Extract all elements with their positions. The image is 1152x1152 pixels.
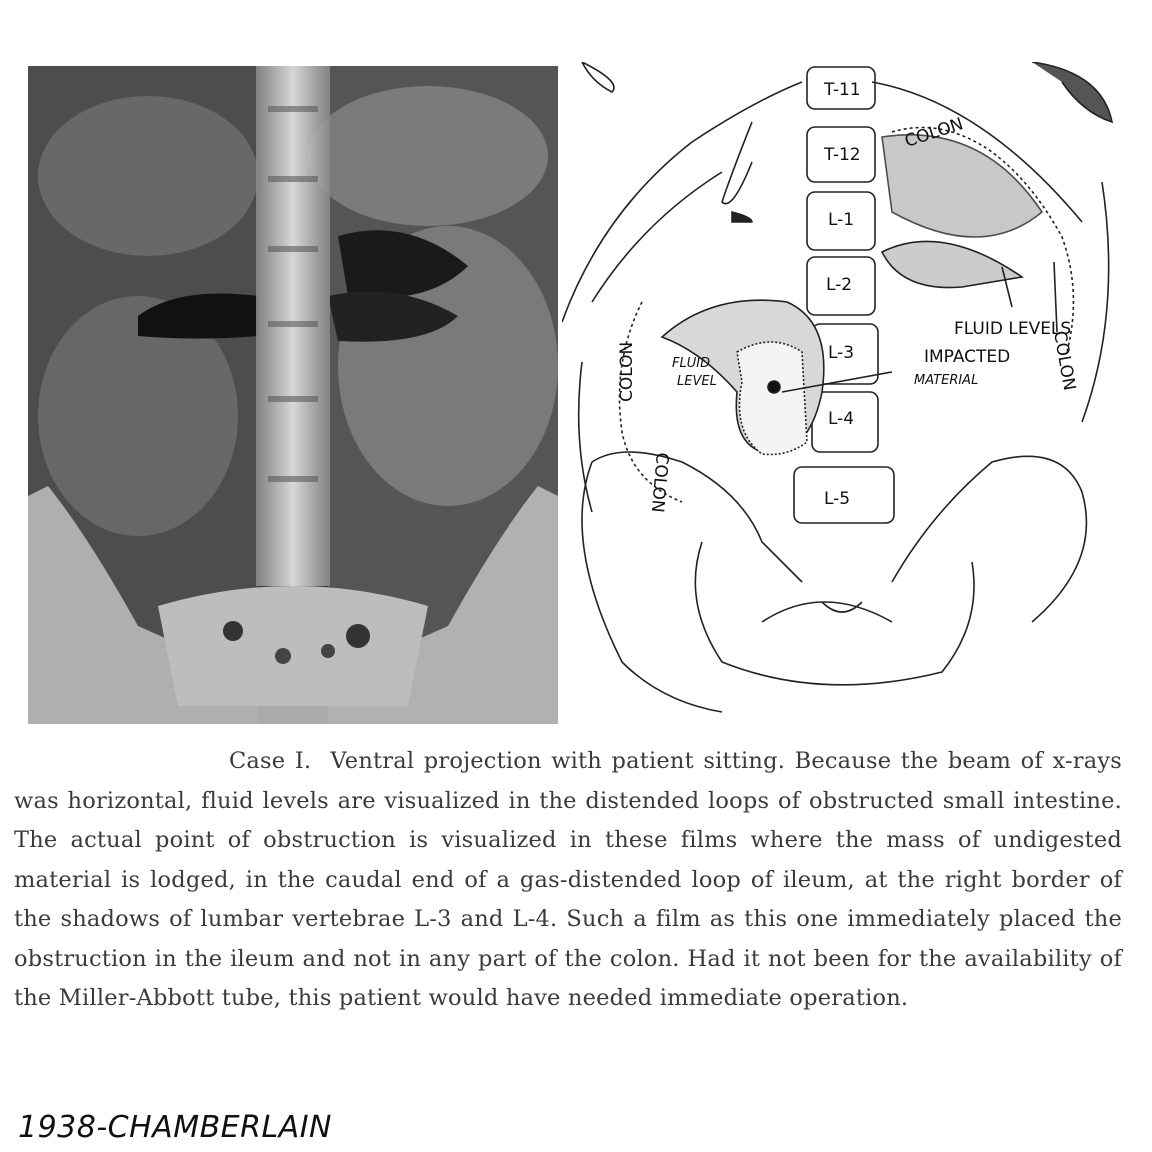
vertebra-label: L-4 [828,409,855,429]
colon-label: COLON [617,341,637,402]
vertebra-label: L-2 [826,275,853,295]
xray-photograph [28,66,558,724]
colon-label: COLON [902,114,966,152]
fluid-levels-label: FLUID LEVELS [954,319,1072,339]
vertebra-label: L-5 [824,489,851,509]
vertebra-label: L-3 [828,343,855,363]
anatomical-sketch [562,62,1118,724]
vertebra-label: T-12 [824,145,861,165]
figure-caption [14,742,1122,1019]
vertebra-label: T-11 [824,80,861,100]
colon-label: COLON [646,451,672,514]
figure [28,62,1118,724]
impacted-material-label: IMPACTED [924,347,1011,367]
credit-line: 1938-CHAMBERLAIN [18,1110,332,1145]
fluid-level-label: FLUID [672,356,711,371]
vertebra-label: L-1 [828,210,855,230]
impacted-material-label: MATERIAL [914,373,979,388]
fluid-level-label: LEVEL [677,374,717,389]
colon-label: COLON [1049,329,1080,393]
caption-body: Ventral projection with patient sitting. Because the beam of x-rays was horizontal, fluid levels are visualized in the distended loops of obstructed small intestine. The actual point of obstruction is visualized in these films where the mass of undigested material is lodged, in the caudal end of a gas-distended loop of ileum, at the right border of the shadows of lumbar vertebrae L-3 and L-4. Such a film as this one immediately placed the obstruction in the ileum and not in any part of the colon. Had it not been for the availability of the Miller-Abbott tube, this patient would have needed immediate operation. [14,748,1122,1011]
caption-lead: Case I. [229,748,312,774]
